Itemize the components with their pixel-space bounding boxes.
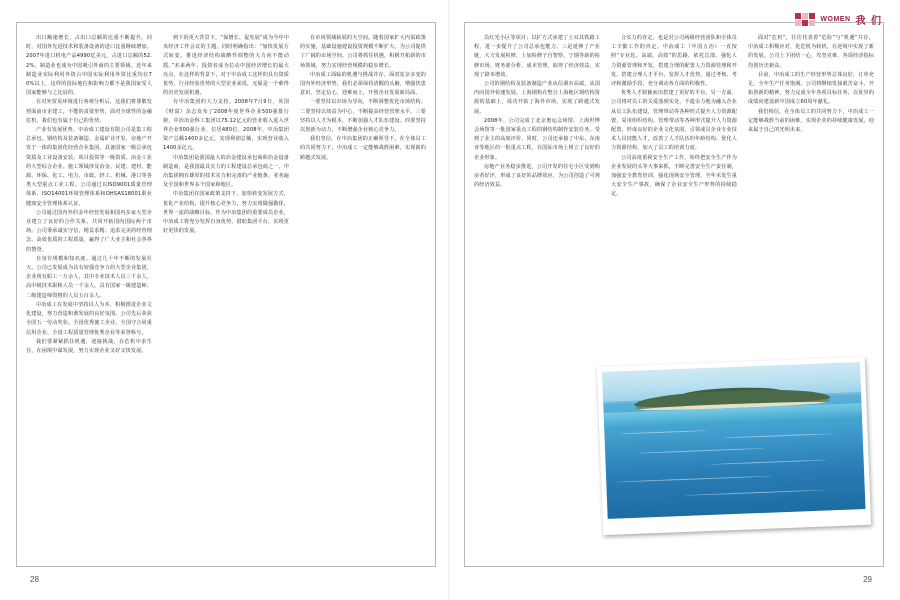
- water-ripple: [709, 459, 828, 465]
- body-paragraph: 中冶集团在国家政策支持下，加快转变发展方式，优化产业结构，提升核心竞争力，努力实现做强做优、世界一流的战略目标。作为中冶集团的重要成员企业，中冶成工将充分发挥自身优势，借助集团平台，实现更好更快的发展。: [163, 191, 289, 235]
- page-number-right: 29: [863, 575, 872, 584]
- water-ripple: [684, 489, 826, 495]
- body-paragraph: 我们相信，在全体员工的共同努力下，中冶成工一定能够战胜当前的困难，实现企业的持续健康发展，迎来属于自己的光明未来。: [748, 108, 874, 134]
- masthead-logo: [795, 10, 882, 28]
- body-paragraph: 合实力的肯定，也是对公司两级经营团队和全体员工辛勤工作的肯定。中冶成工（中国五治）一直按照“专业化、高端、高效”的思路，依托总部，强化人力资源管理和开发，搭建合理的配置人力资源管理和开发，搭建合理人才平台，发挥人才优势，通过考核、考评和激励手段，充分调动各方面的积极性。: [611, 35, 737, 88]
- body-paragraph: 在对外贸易环境进行客观分析后，这我们将尊敬发势面前市企建工，不能的责资形势，面对全球性的金融危机，我们也有属于自己的优势。: [26, 99, 152, 124]
- body-paragraph: 我们坚信，在中冶集团的正确领导下，在全体员工的共同努力下，中冶成工一定能够战胜困难，实现新的跨越式发展。: [300, 136, 426, 161]
- left-column-2: [163, 34, 289, 554]
- masthead-chinese: 我 们: [855, 15, 882, 27]
- body-paragraph: 中冶集团是我国最大的冶金建设承包商和冶金设备制造商，是我国最具实力的工程建设总承包商之一。中冶集团拥有雄厚的技术实力和完备的产业链条，业务遍及全国和世界多个国家和地区。: [163, 154, 289, 189]
- body-paragraph: 中冶成工面临的机遇与挑战并存。面对复杂多变的国内外经济形势，我们必须保持清醒的头脑，增强忧患意识，坚定信心，迎难而上，开创企业发展新局面。: [300, 71, 426, 97]
- right-column-3: [748, 34, 874, 324]
- body-paragraph: 中冶成工在发展中坚持以人为本，积极推进企业文化建设，努力营造和谐发展的良好氛围。公司先后荣获全国五一劳动奖状、全国优秀施工企业、全国守合同重信用企业、全国工程质量管理优秀企业等荣誉称号。: [26, 301, 152, 336]
- left-column-1: [26, 34, 152, 554]
- masthead-english: WOMEN: [820, 15, 851, 23]
- tropical-island-photo: [597, 357, 871, 535]
- body-paragraph: 产业有发展优势。中冶成工建设有限公司是集工程总承包、钢结构及装备制造、金属矿业开发、房地产开发于一体的集团化经营企业集团。具备国家一级总承包资质及工业设备安装、项目投资等一级资质、冶金工业的大型综合企业。施工领域涉及冶金、民建、建材、能源、环保、化工、电力、市政、轻工、机械、港口等各类大型重点工业工程。公司通过以ISO9001质量管理体系、ISO14001环境管理体系和OHSAS18001职业健康安全管理体系认证。: [26, 127, 152, 207]
- water-ripple: [636, 448, 765, 454]
- left-page-columns: [26, 34, 426, 554]
- body-paragraph: 我们要紧紧抓住机遇，迎接挑战，在危机中求生存，在困境中谋发展，努力实现企业又好又快发展。: [26, 338, 152, 354]
- body-paragraph: 到下的更大背景下。“保增长、促发展”成为今年中央经济工作会议的主题。同时明确指出：“加快发展方式转变、推进经济结构战略性调整的大力向不能动摇。”未来两年，投资者成为拉动中国经济增长的最大亮点，在这样的背景下，对于中冶成工这样的具有资质优势、行业经验优势的大型企业来说，无疑是一个难得的历史发展机遇。: [163, 35, 289, 97]
- body-paragraph: 面对“危机”，往往代表着“危险”与“机遇”并存，中冶成工积极应对，化危机为转机，在逆境中实现了新的发展。公司上下团结一心，攻坚克难，各项经济指标均创历史新高。: [748, 35, 874, 69]
- body-paragraph: 公司通过国内外的多年经营发展和国内多家大型企业建立了良好的合作关系，共同开拓国内国际两个市场。公司秉承诚实守信，精益求精、追求完美的经营理念，高效优质的工程质量，赢得了广大业主和社会各界的赞誉。: [26, 209, 152, 253]
- right-column-1: [474, 34, 600, 554]
- body-paragraph: 自身有规模和知名度。通过几十年不断的发展壮大，公司已发展成为具有较强竞争力的大型企业集团。企业现有职工一万余人，其中专业技术人员三千余人，高中级技术职称人员一千余人，具有国家一级建造师、二级建造师资格的人员五百余人。: [26, 255, 152, 299]
- left-column-3: [300, 34, 426, 554]
- body-paragraph: 公司高度重视安全生产工作，始终把安全生产作为企业发展的头等大事来抓，不断完善安全生产责任制，加强安全教育培训，强化现场安全管理，全年未发生重大安全生产事故，确保了企业安全生产形势的持续稳定。: [611, 154, 737, 198]
- body-paragraph: 员红光小区等项目；以扩方式承建了土耳其铁路工程。进一步提升了公司总承包能力。三是延伸了产业链，大力发展检修，上加检修子自智察、宁钢等新的检修市场。财务部分析，成本管理，取得了经济效益，实现了降本增效。: [474, 35, 600, 78]
- checker-squares-icon: [795, 13, 815, 26]
- body-paragraph: 一要坚持以市场为导向，不断调整优化市场结构。二要坚持以效益为中心，不断提高经营管理水平。三要坚持以人才为根本，不断加强人才队伍建设。四要坚持以创新为动力，不断增强企业核心竞争力。: [300, 99, 426, 134]
- page-number-left: 28: [30, 575, 39, 584]
- body-paragraph: 房地产业务稳步推进，公司开发的住宅小区受到购房者好评，形成了良好的品牌效应，为公司创造了可观的经济效益。: [474, 163, 600, 189]
- water-ripple: [620, 430, 708, 434]
- photo-image: [602, 362, 865, 519]
- photo-frame: [597, 357, 871, 535]
- body-paragraph: 优秀人才脱颖而出搭建了更好的平台。另一方面，公司将对员工的关爱落到实处，不遗余力地为融入企业从员工队伍建设，管理带动等各种形式提升人力资源配置，采用组织结构、管理带动等各种形式提升人力资源配置，形成良好的企业文化氛围，引领成员企业专业技术人员技能人才，改善了人才队伍的年龄结构、优化人力资源结构，加大了员工的培训力度。: [611, 90, 737, 152]
- body-paragraph: 公司的钢结构及装备制造产业从信调市高端，从国内向国外快速发展。上海钢构在整合上海地区钢结构资源的基础上，成功开拓了海外市场，实现了跨越式发展。: [474, 81, 600, 115]
- body-paragraph: 出口额速增长，占出口总额的比重不断提升。同时，对国外先进技术和装备设备的进口比重继续增加。2007年进口机电产品4990亿美元，占进口总额的52.2%，制造业也成为中国吸引外商的主要领域。近年来制造业实际利用外资占中国实际利用外资比重均在70%以上，这样的国际地位和影响力都不是我国家受人国家能够与之比肩的。: [26, 35, 152, 97]
- water-ripple: [723, 433, 831, 438]
- water-ripple: [617, 476, 772, 483]
- body-paragraph: 目前，中冶成工的生产经营形势总体良好，订单充足，全年生产任务饱满。公司将继续发扬艰苦奋斗、开拓创新的精神，努力完成全年各项目标任务，以优异的成绩向建设新中国成立60周年献礼。: [748, 71, 874, 106]
- body-paragraph: 有市场领域拓展的大空间。随着国家扩大内需政策的实施，基础设施建设投资规模不断扩大，为公司提供了广阔的市场空间。公司将抓住机遇，积极开拓新的市场领域，努力实现经营规模的稳步增长。: [300, 35, 426, 69]
- body-paragraph: 有中冶集团的大力支持。2008年7月9日，英国《财富》杂志发布了2008年度世界企业500强排行榜，中冶冶金科工集团以75.12亿元的营业收入进入世界企业500强行业，位居480位。2008年，中冶集团资产总额1400多亿元，实现利润总额，实现营业收入1400多亿元。: [163, 99, 289, 152]
- body-paragraph: 2008年，公司完成了北京奥运会场馆、上海世博会场馆等一批国家重点工程的钢结构制作安装任务，受到了业主的高度评价。同时，公司还承接了中东、东南亚等地区的一批重点工程，在国际市场上树立了良好的企业形象。: [474, 117, 600, 161]
